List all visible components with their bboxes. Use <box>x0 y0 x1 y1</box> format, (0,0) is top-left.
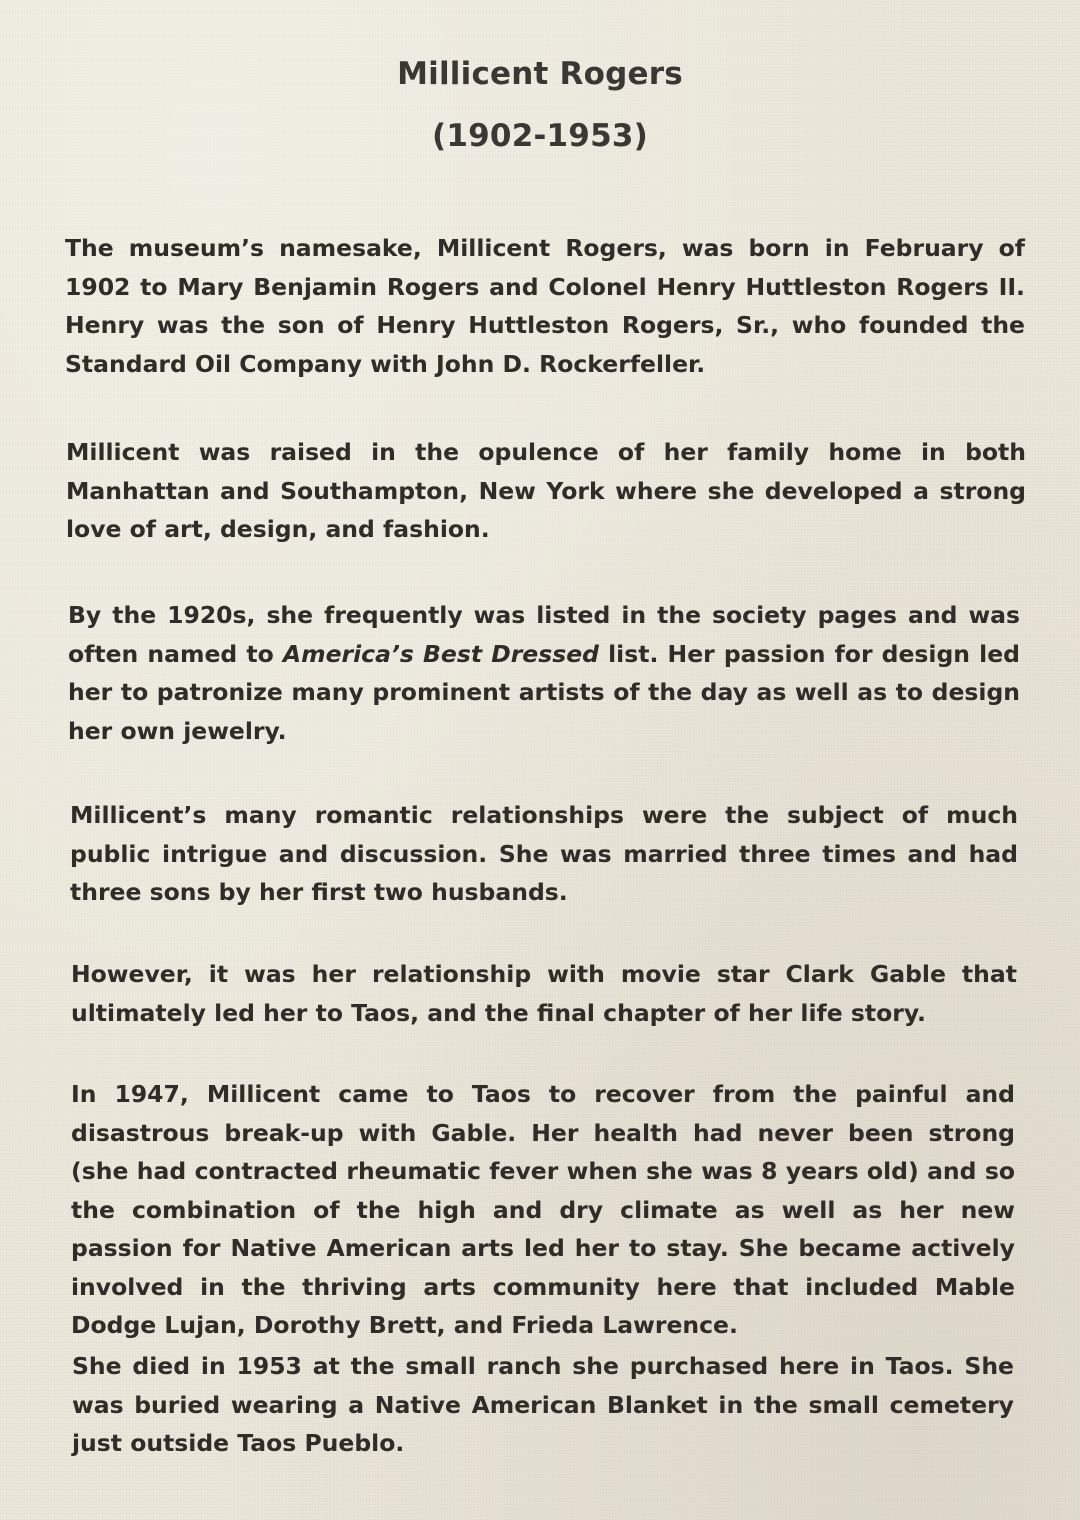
placard-title: Millicent Rogers <box>397 56 683 92</box>
paragraph-death: She died in 1953 at the small ranch she purchased here in Taos. She was buried wearing a Native American Blanket in the small cemetery just outside Taos Pueblo. <box>72 1352 1014 1457</box>
paragraph-relationships: Millicent’s many romantic relationships were the subject of much public intrigue and discussion. She was married three times and had three sons by her first two husbands. <box>70 801 1018 906</box>
paragraph-society-text-start: By the 1920s, she frequently was listed in the society pages and was often named to <box>68 601 1020 668</box>
paragraph-society-fashion <box>68 596 1020 750</box>
placard-dates: (1902-1953) <box>432 118 648 154</box>
best-dressed-list-title: America’s Best Dressed <box>282 639 599 668</box>
paragraph-taos-arrival: In 1947, Millicent came to Taos to recover from the painful and disastrous break-up with Gable. Her health had never been strong (she had contracted rheumatic fever when she was 8 years old) and so the combination of the high and dry climate as well as her new passion for Native American arts led her to stay. She became actively involved in the thriving arts community here that included Mable Dodge Lujan, Dorothy Brett, and Frieda Lawrence. <box>71 1080 1015 1339</box>
paragraph-society-text-end: list. Her passion for design led her to patronize many prominent artists of the day as well as to design her own jewelry. <box>68 639 1020 745</box>
paragraph-clark-gable: However, it was her relationship with movie star Clark Gable that ultimately led her to Taos, and the final chapter of her life story. <box>71 960 1017 1027</box>
paragraph-upbringing: Millicent was raised in the opulence of her family home in both Manhattan and Southampton, New York where she developed a strong love of art, design, and fashion. <box>66 438 1026 543</box>
paragraph-namesake: The museum’s namesake, Millicent Rogers, was born in February of 1902 to Mary Benjamin Rogers and Colonel Henry Huttleston Rogers II. Henry was the son of Henry Huttleston Rogers, Sr., who founded the Standard Oil Company with John D. Rockerfeller. <box>65 234 1025 378</box>
